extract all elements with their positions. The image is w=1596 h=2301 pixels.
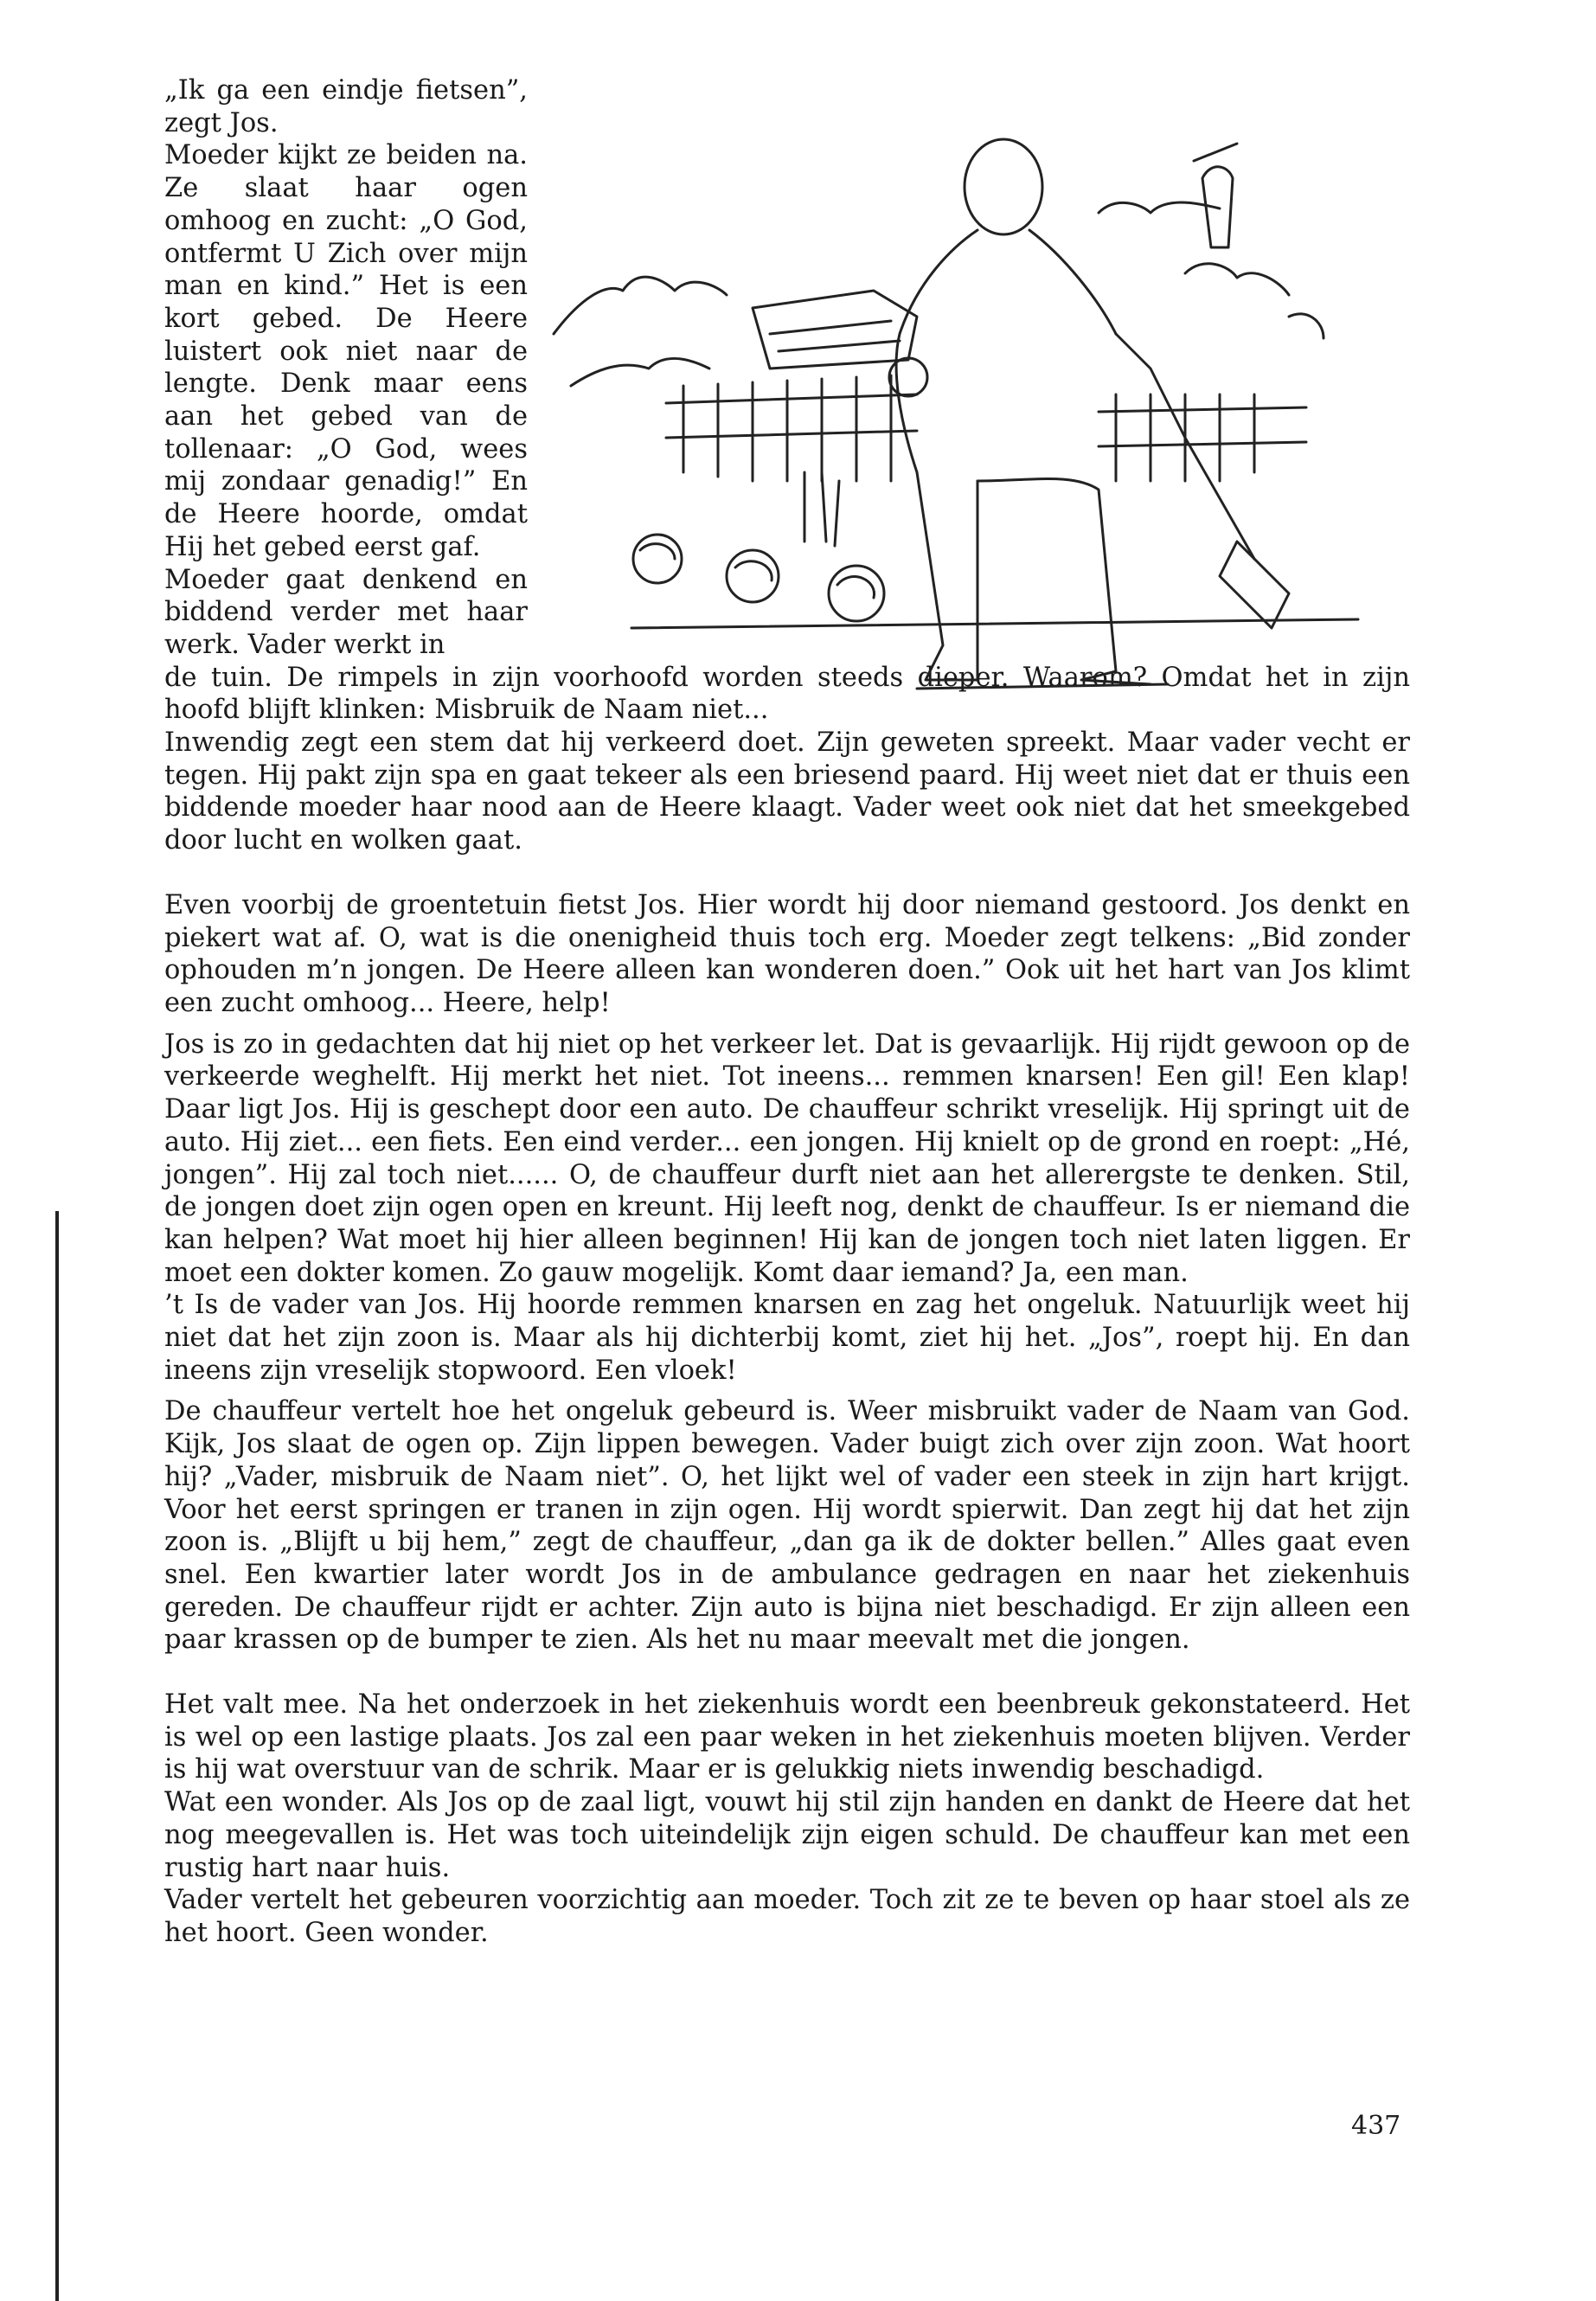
paragraph-vader-vertelt: Vader vertelt het gebeuren voorzichtig aan moeder. Toch zit ze te beven op haar stoel als ze het hoort. Geen wonder. xyxy=(164,1885,1410,1948)
paragraph-fietsen: „Ik ga een eindje fietsen”, zegt Jos. xyxy=(164,75,528,138)
garden-digging-illustration xyxy=(545,109,1393,732)
narrow-column xyxy=(164,74,528,662)
paragraph-ongeluk: Jos is zo in gedachten dat hij niet op het verkeer let. Dat is gevaarlijk. Hij rijdt gewoon op de verkeerde weghelft. Hij merkt het niet. Tot ineens... remmen knarsen! Een gil! Een klap! Daar ligt Jos. Hij is geschept door een auto. De chauffeur schrikt vreselijk. Hij springt uit de auto. Hij ziet... een fiets. Een eind verder... een jongen. Hij knielt op de grond en roept: „Hé, jongen”. Hij zal toch niet...... O, de chauffeur durft niet aan het allerergste te denken. Stil, de jongen doet zijn ogen open en kreunt. Hij leeft nog, denkt de chauffeur. Is er niemand die kan helpen? Wat moet hij hier alleen beginnen! Hij kan de jongen toch niet laten liggen. Er moet een dokter komen. Zo gauw mogelijk. Komt daar iemand? Ja, een man. xyxy=(164,1029,1410,1288)
illustrated-section xyxy=(164,74,1410,662)
paragraph-jos-fietst: Even voorbij de groentetuin fietst Jos. Hier wordt hij door niemand gestoord. Jos denkt en piekert wat af. O, wat is die onenigheid thuis toch erg. Moeder zegt telkens: „Bid zonder ophouden m’n jongen. De Heere alleen kan wonderen doen.” Ook uit het hart van Jos klimt een zucht omhoog... Heere, help! xyxy=(164,889,1410,1018)
paragraph-vader-komt: ’t Is de vader van Jos. Hij hoorde remmen knarsen en zag het ongeluk. Natuurlijk weet hij niet dat het zijn zoon is. Maar als hij dichterbij komt, ziet hij het. „Jos”, roept hij. En dan ineens zijn vreselijk stopwoord. Een vloek! xyxy=(164,1290,1410,1386)
page-number: 437 xyxy=(1351,2111,1401,2141)
binding-edge-line xyxy=(55,1211,59,2301)
page-body xyxy=(164,74,1410,1950)
paragraph-moeder-bidt: Moeder kijkt ze beiden na. Ze slaat haar ogen omhoog en zucht: „O God, ontfermt U Zich over mijn man en kind.” Het is een kort gebed. De Heere luistert ook niet naar de lengte. Denk maar eens aan het gebed van de tollenaar: „O God, wees mij zondaar genadig!” En de Heere hoorde, omdat Hij het gebed eerst gaf. xyxy=(164,140,528,562)
paragraph-tuin: de tuin. De rimpels in zijn voorhoofd worden steeds dieper. Waarom? Omdat het in zijn hoofd blijft klinken: Misbruik de Naam niet... xyxy=(164,662,1410,726)
paragraph-chauffeur: De chauffeur vertelt hoe het ongeluk gebeurd is. Weer misbruikt vader de Naam van God. Kijk, Jos slaat de ogen op. Zijn lippen bewegen. Vader buigt zich over zijn zoon. Wat hoort hij? „Vader, misbruik de Naam niet”. O, het lijkt wel of vader een steek in zijn hart krijgt. Voor het eerst springen er tranen in zijn ogen. Hij wordt spierwit. Dan zegt hij dat het zijn zoon is. „Blijft u bij hem,” zegt de chauffeur, „dan ga ik de dokter bellen.” Alles gaat even snel. Een kwartier later wordt Jos in de ambulance gedragen en naar het ziekenhuis gereden. De chauffeur rijdt er achter. Zijn auto is bijna niet beschadigd. Er zijn alleen een paar krassen op de bumper te zien. Als het nu maar meevalt met die jongen. xyxy=(164,1396,1410,1656)
paragraph-inwendig: Inwendig zegt een stem dat hij verkeerd doet. Zijn geweten spreekt. Maar vader vecht er tegen. Hij pakt zijn spa en gaat tekeer als een briesend paard. Hij weet niet dat er thuis een biddende moeder haar nood aan de Heere klaagt. Vader weet ook niet dat het smeekgebed door lucht en wolken gaat. xyxy=(164,727,1410,856)
paragraph-moeder-werk: Moeder gaat denkend en biddend verder met haar werk. Vader werkt in xyxy=(164,564,528,660)
paragraph-valt-mee: Het valt mee. Na het onderzoek in het ziekenhuis wordt een beenbreuk gekonstateerd. Het is wel op een lastige plaats. Jos zal een paar weken in het ziekenhuis moeten blijven. Verder is hij wat overstuur van de schrik. Maar er is gelukkig niets inwendig beschadigd. xyxy=(164,1689,1410,1785)
paragraph-wonder: Wat een wonder. Als Jos op de zaal ligt, vouwt hij stil zijn handen en dankt de Heere dat het nog meegevallen is. Het was toch uiteindelijk zijn eigen schuld. De chauffeur kan met een rustig hart naar huis. xyxy=(164,1787,1410,1883)
